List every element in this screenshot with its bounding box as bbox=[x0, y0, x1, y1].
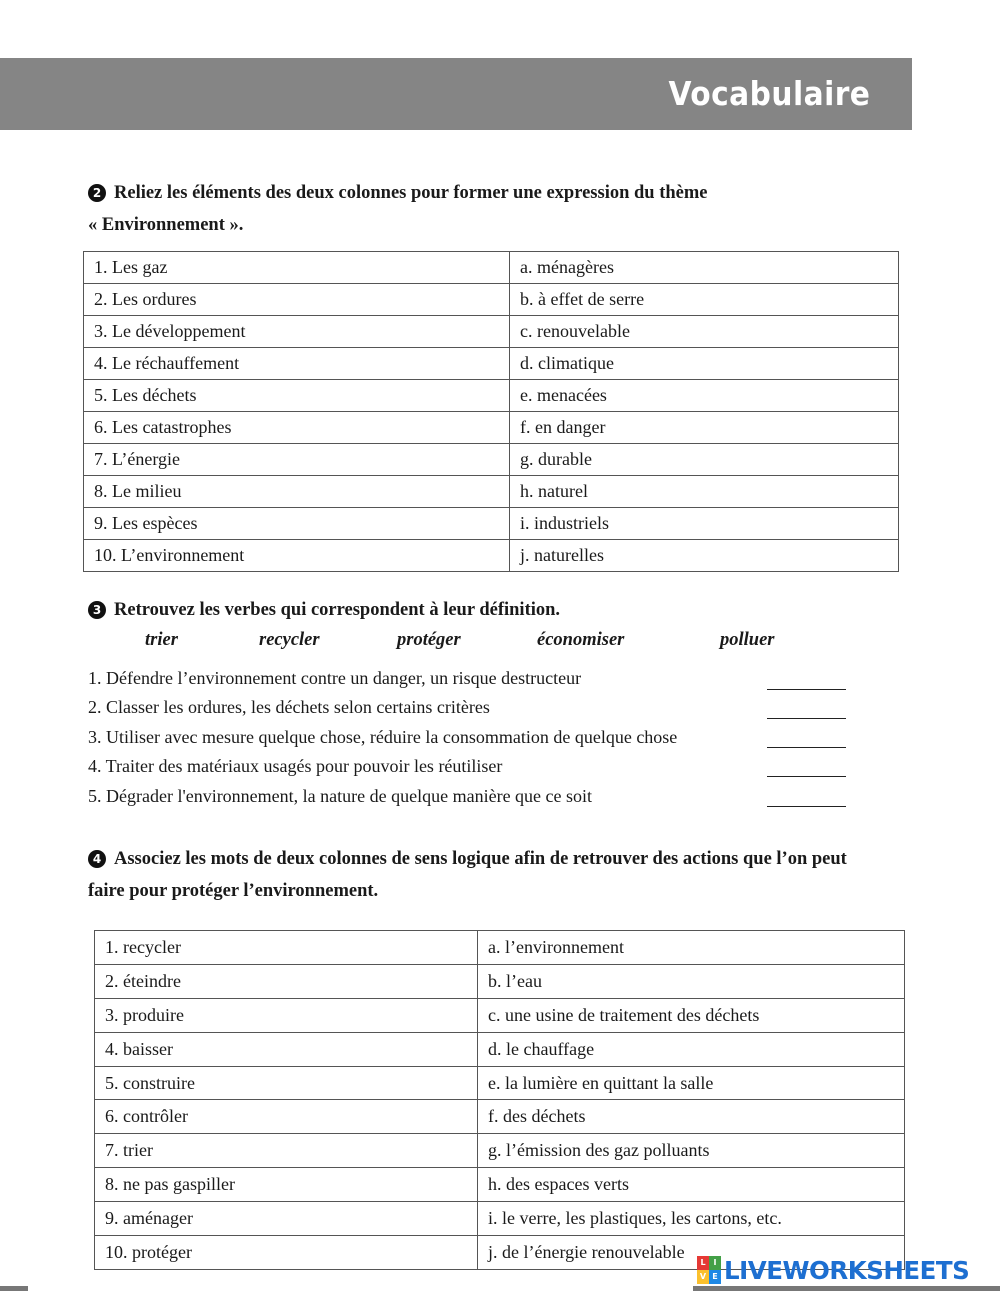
left-column-cell: 9. aménager bbox=[95, 1202, 478, 1236]
table-row bbox=[95, 1066, 905, 1100]
word-bank-item: recycler bbox=[259, 630, 320, 650]
left-column-cell: 8. ne pas gaspiller bbox=[95, 1168, 478, 1202]
right-column-cell: a. l’environnement bbox=[478, 931, 905, 965]
left-column-cell: 7. L’énergie bbox=[84, 444, 510, 476]
table-row bbox=[84, 540, 899, 572]
table-row bbox=[95, 998, 905, 1032]
exercise-2-instruction-line2: « Environnement ». bbox=[88, 215, 244, 235]
right-column-cell: j. de l’énergie renouvelable bbox=[478, 1236, 905, 1270]
left-column-cell: 3. Le développement bbox=[84, 316, 510, 348]
table-row bbox=[84, 508, 899, 540]
badge-letter: E bbox=[709, 1270, 721, 1284]
right-column-cell: b. l’eau bbox=[478, 964, 905, 998]
right-column-cell: c. renouvelable bbox=[510, 316, 899, 348]
liveworksheets-brand: LIVEWORKSHEETS bbox=[724, 1255, 970, 1285]
table-row bbox=[84, 316, 899, 348]
exercise-4-table-body bbox=[95, 931, 905, 1270]
right-column-cell: e. menacées bbox=[510, 380, 899, 412]
header-bar bbox=[0, 58, 912, 130]
left-column-cell: 1. Les gaz bbox=[84, 252, 510, 284]
right-column-cell: d. le chauffage bbox=[478, 1032, 905, 1066]
definition-item: 4. Traiter des matériaux usagés pour pouvoir les réutiliser bbox=[88, 756, 503, 776]
word-bank bbox=[0, 630, 1000, 656]
badge-letter: L bbox=[697, 1256, 709, 1270]
exercise-2-heading bbox=[88, 177, 708, 241]
table-row bbox=[84, 476, 899, 508]
definition-item: 2. Classer les ordures, les déchets selon certains critères bbox=[88, 697, 490, 717]
left-column-cell: 8. Le milieu bbox=[84, 476, 510, 508]
right-column-cell: j. naturelles bbox=[510, 540, 899, 572]
right-column-cell: f. en danger bbox=[510, 412, 899, 444]
exercise-2-instruction-line1: Reliez les éléments des deux colonnes pour former une expression du thème bbox=[114, 183, 708, 203]
table-row bbox=[84, 252, 899, 284]
definition-item: 3. Utiliser avec mesure quelque chose, réduire la consommation de quelque chose bbox=[88, 727, 678, 747]
left-column-cell: 2. Les ordures bbox=[84, 284, 510, 316]
table-row bbox=[95, 1134, 905, 1168]
left-column-cell: 10. protéger bbox=[95, 1236, 478, 1270]
left-column-cell: 9. Les espèces bbox=[84, 508, 510, 540]
table-row bbox=[84, 412, 899, 444]
table-row bbox=[95, 1202, 905, 1236]
word-bank-item: économiser bbox=[537, 630, 625, 650]
exercise-4-instruction-line1: Associez les mots de deux colonnes de sens logique afin de retrouver des actions que l’on peut bbox=[114, 849, 847, 869]
table-row bbox=[84, 284, 899, 316]
right-column-cell: h. naturel bbox=[510, 476, 899, 508]
liveworksheets-logo bbox=[697, 1253, 974, 1287]
table-row bbox=[84, 348, 899, 380]
right-column-cell: i. le verre, les plastiques, les cartons, etc. bbox=[478, 1202, 905, 1236]
left-column-cell: 6. Les catastrophes bbox=[84, 412, 510, 444]
right-column-cell: b. à effet de serre bbox=[510, 284, 899, 316]
exercise-4-heading bbox=[88, 843, 847, 907]
left-column-cell: 3. produire bbox=[95, 998, 478, 1032]
definition-item: 5. Dégrader l'environnement, la nature de quelque manière que ce soit bbox=[88, 786, 593, 806]
exercise-2-number: 2 bbox=[88, 184, 106, 202]
badge-letter: I bbox=[709, 1256, 721, 1270]
exercise-4-table bbox=[94, 930, 905, 1270]
exercise-2-table-body bbox=[84, 252, 899, 572]
right-column-cell: e. la lumière en quittant la salle bbox=[478, 1066, 905, 1100]
exercise-4-number: 4 bbox=[88, 850, 106, 868]
table-row bbox=[95, 1168, 905, 1202]
live-badge-icon bbox=[697, 1256, 721, 1284]
right-column-cell: i. industriels bbox=[510, 508, 899, 540]
word-bank-item: trier bbox=[145, 630, 178, 650]
answer-blank-2[interactable] bbox=[767, 718, 846, 719]
left-column-cell: 7. trier bbox=[95, 1134, 478, 1168]
table-row bbox=[95, 1032, 905, 1066]
right-column-cell: f. des déchets bbox=[478, 1100, 905, 1134]
exercise-2-table bbox=[83, 251, 899, 572]
left-column-cell: 6. contrôler bbox=[95, 1100, 478, 1134]
left-column-cell: 2. éteindre bbox=[95, 964, 478, 998]
exercise-3-number: 3 bbox=[88, 601, 106, 619]
right-column-cell: h. des espaces verts bbox=[478, 1168, 905, 1202]
answer-blank-5[interactable] bbox=[767, 806, 846, 807]
exercise-4-instruction-line2: faire pour protéger l’environnement. bbox=[88, 881, 379, 901]
right-column-cell: c. une usine de traitement des déchets bbox=[478, 998, 905, 1032]
answer-blank-4[interactable] bbox=[767, 776, 846, 777]
word-bank-item: protéger bbox=[397, 630, 461, 650]
table-row bbox=[95, 964, 905, 998]
right-column-cell: a. ménagères bbox=[510, 252, 899, 284]
definition-item: 1. Défendre l’environnement contre un danger, un risque destructeur bbox=[88, 668, 582, 688]
exercise-3-heading bbox=[88, 594, 560, 626]
left-column-cell: 5. construire bbox=[95, 1066, 478, 1100]
left-column-cell: 4. Le réchauffement bbox=[84, 348, 510, 380]
table-row bbox=[95, 1100, 905, 1134]
left-column-cell: 5. Les déchets bbox=[84, 380, 510, 412]
left-column-cell: 10. L’environnement bbox=[84, 540, 510, 572]
table-row bbox=[84, 380, 899, 412]
right-column-cell: g. l’émission des gaz polluants bbox=[478, 1134, 905, 1168]
badge-letter: V bbox=[697, 1270, 709, 1284]
answer-blank-3[interactable] bbox=[767, 747, 846, 748]
right-column-cell: g. durable bbox=[510, 444, 899, 476]
right-column-cell: d. climatique bbox=[510, 348, 899, 380]
table-row bbox=[95, 931, 905, 965]
page-title: Vocabulaire bbox=[668, 74, 870, 113]
word-bank-item: polluer bbox=[720, 630, 775, 650]
exercise-3-instruction: Retrouvez les verbes qui correspondent à leur définition. bbox=[114, 600, 561, 620]
table-row bbox=[84, 444, 899, 476]
footer-bar-left bbox=[0, 1286, 28, 1291]
left-column-cell: 4. baisser bbox=[95, 1032, 478, 1066]
answer-blank-1[interactable] bbox=[767, 689, 846, 690]
left-column-cell: 1. recycler bbox=[95, 931, 478, 965]
